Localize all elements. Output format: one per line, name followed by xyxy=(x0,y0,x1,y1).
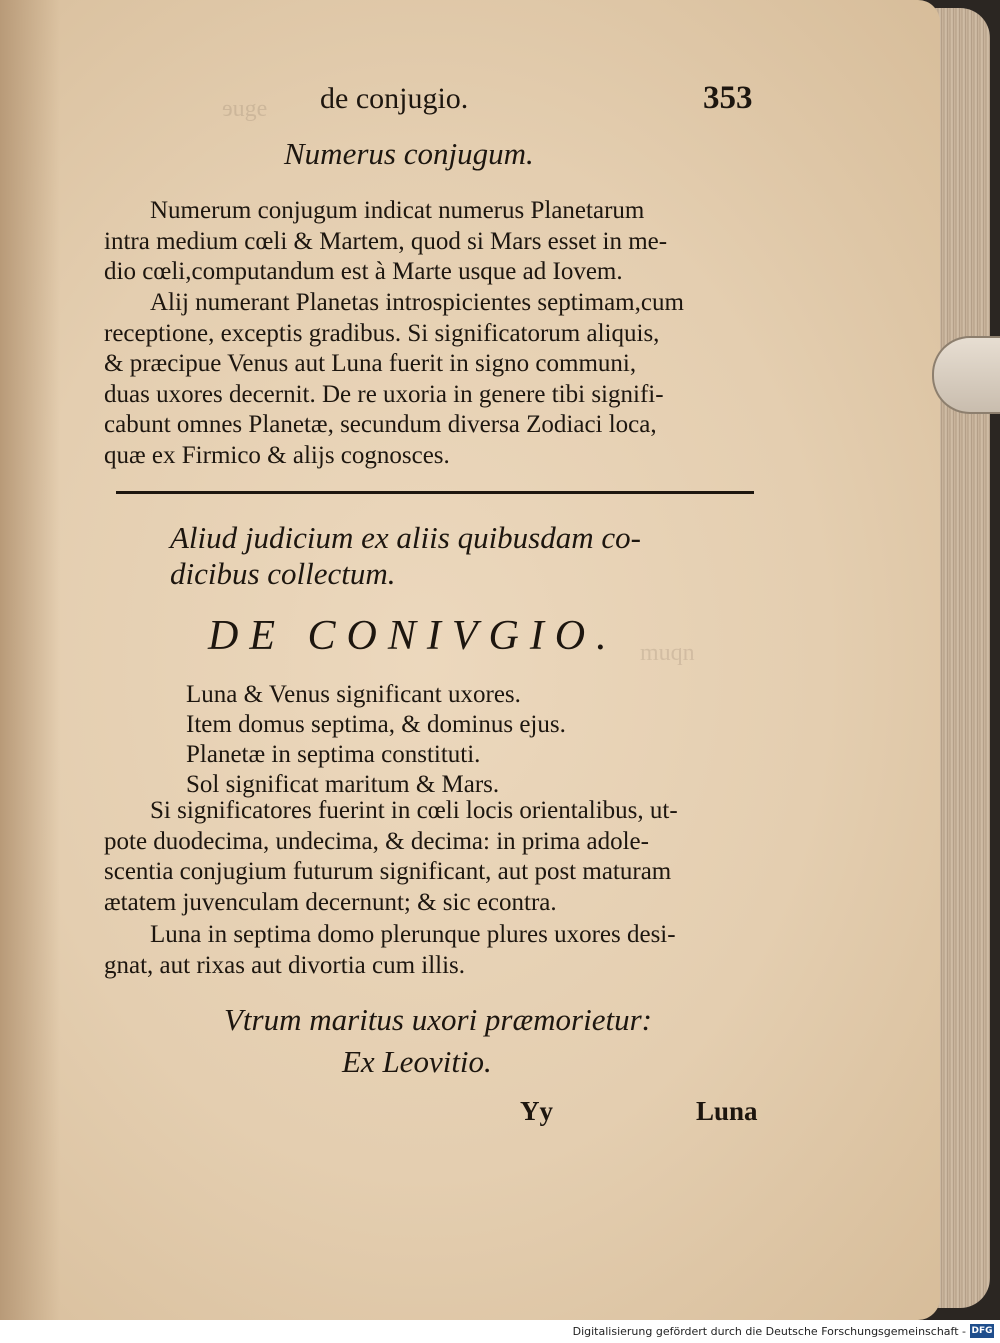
paragraph xyxy=(104,920,764,981)
text-line: Alij numerant Planetas introspicientes septimam,cum xyxy=(150,289,684,316)
section-title: Numerus conjugum. xyxy=(284,136,534,171)
list xyxy=(186,680,566,800)
text-line: pote duodecima, undecima, & decima: in prima adole- xyxy=(104,827,649,855)
section-heading: DE CONIVGIO. xyxy=(208,613,618,659)
text-line: cabunt omnes Planetæ, secundum diversa Zodiaci loca, xyxy=(104,411,657,438)
running-head: de conjugio. xyxy=(320,82,469,115)
funding-notice: Digitalisierung gefördert durch die Deutsche Forschungsgemeinschaft - xyxy=(572,1325,966,1338)
list-item: Planetæ in septima constituti. xyxy=(186,741,481,768)
page-number: 353 xyxy=(703,80,753,116)
text-line: intra medium cœli & Martem, quod si Mars esset in me- xyxy=(104,227,668,255)
list-item: Sol significat maritum & Mars. xyxy=(186,771,500,798)
text-line: quæ ex Firmico & alijs cognosces. xyxy=(104,441,450,469)
paragraph xyxy=(104,196,764,288)
section-title: Aliud judicium ex aliis quibusdam co- dicibus collectum. xyxy=(170,520,641,591)
section-title: Vtrum maritus uxori præmorietur: xyxy=(224,1002,652,1037)
text-line: Luna in septima domo plerunque plures uxores desi- xyxy=(150,921,676,948)
list-item: Item domus septima, & dominus ejus. xyxy=(186,711,566,738)
dfg-logo: DFG xyxy=(971,1326,993,1336)
section-divider xyxy=(116,491,754,494)
showthrough-text: muqn xyxy=(640,640,695,666)
text-line: gnat, aut rixas aut divortia cum illis. xyxy=(104,951,466,979)
list-item: Luna & Venus significant uxores. xyxy=(186,681,521,708)
text-line: dio cœli,computandum est à Marte usque ad Iovem. xyxy=(104,258,623,285)
page-gutter xyxy=(0,0,60,1320)
text-line: Si significatores fuerint in cœli locis orientalibus, ut- xyxy=(150,797,678,824)
footer-bar xyxy=(0,1320,1000,1343)
text-line: duas uxores decernit. De re uxoria in genere tibi signifi- xyxy=(104,380,664,408)
text-line: Numerum conjugum indicat numerus Planetarum xyxy=(150,197,645,224)
catchword: Luna xyxy=(696,1096,758,1126)
book-clasp xyxy=(932,336,1000,414)
showthrough-text: ɘuge xyxy=(222,96,268,122)
text-line: ætatem juvenculam decernunt; & sic econtra. xyxy=(104,888,557,916)
text-line: & præcipue Venus aut Luna fuerit in signo communi, xyxy=(104,350,637,377)
text-line: receptione, exceptis gradibus. Si significatorum aliquis, xyxy=(104,319,660,347)
paragraph xyxy=(104,288,764,471)
paragraph xyxy=(104,796,764,918)
text-line: scentia conjugium futurum significant, aut post maturam xyxy=(104,858,672,885)
section-subtitle: Ex Leovitio. xyxy=(342,1044,492,1079)
signature-mark: Yy xyxy=(520,1096,553,1126)
